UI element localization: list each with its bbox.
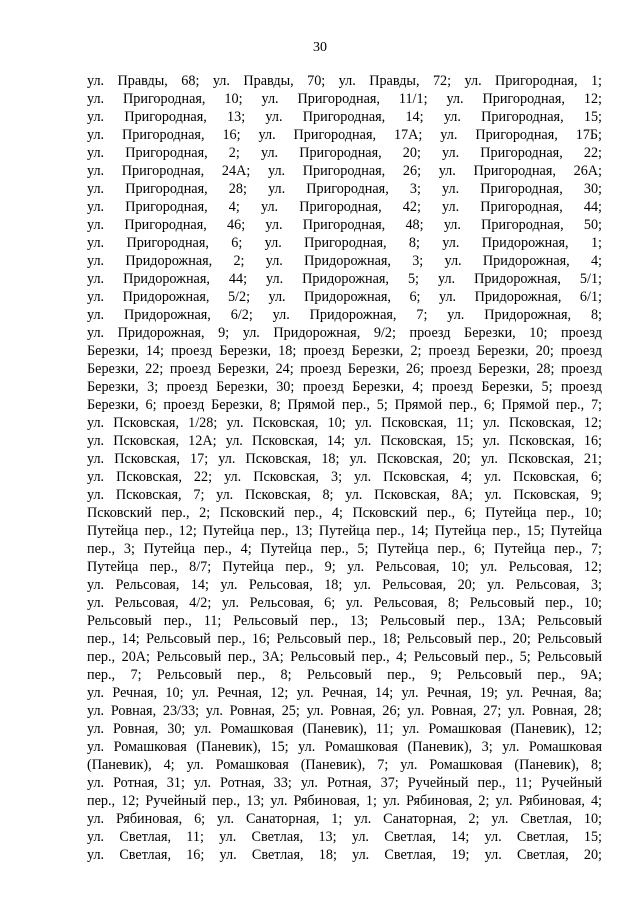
text-line: ул. Пригородная, 13; ул. Пригородная, 14; ул. Пригородная, 15; xyxy=(87,109,602,125)
text-line: Путейца пер., 8/7; Путейца пер., 9; ул. Рельсовая, 10; ул. Рельсовая, 12; xyxy=(87,559,602,575)
text-line: ул. Ровная, 30; ул. Ромашковая (Паневик), 11; ул. Ромашковая (Паневик), 12; xyxy=(87,721,602,737)
text-line: Березки, 14; проезд Березки, 18; проезд Березки, 2; проезд Березки, 20; проезд xyxy=(87,343,602,359)
text-line: ул. Пригородная, 24А; ул. Пригородная, 26; ул. Пригородная, 26А; xyxy=(87,163,602,179)
text-line: Березки, 3; проезд Березки, 30; проезд Березки, 4; проезд Березки, 5; проезд xyxy=(87,379,602,395)
text-line: ул. Пригородная, 16; ул. Пригородная, 17А; ул. Пригородная, 17Б; xyxy=(87,127,602,143)
address-list xyxy=(87,72,602,864)
text-line: ул. Пригородная, 10; ул. Пригородная, 11/1; ул. Пригородная, 12; xyxy=(87,91,602,107)
text-line: пер., 7; Рельсовый пер., 8; Рельсовый пер., 9; Рельсовый пер., 9А; xyxy=(87,667,602,683)
text-line: ул. Придорожная, 44; ул. Придорожная, 5; ул. Придорожная, 5/1; xyxy=(87,271,602,287)
text-line: ул. Придорожная, 6/2; ул. Придорожная, 7; ул. Придорожная, 8; xyxy=(87,307,602,323)
text-line: ул. Речная, 10; ул. Речная, 12; ул. Речная, 14; ул. Речная, 19; ул. Речная, 8а; xyxy=(87,685,602,701)
text-line: ул. Придорожная, 9; ул. Придорожная, 9/2; проезд Березки, 10; проезд xyxy=(87,325,602,341)
text-line: ул. Псковская, 22; ул. Псковская, 3; ул. Псковская, 4; ул. Псковская, 6; xyxy=(87,469,602,485)
text-line: ул. Рельсовая, 4/2; ул. Рельсовая, 6; ул. Рельсовая, 8; Рельсовый пер., 10; xyxy=(87,595,602,611)
text-line: пер., 20А; Рельсовый пер., 3А; Рельсовый пер., 4; Рельсовый пер., 5; Рельсовый xyxy=(87,649,602,665)
text-line: ул. Придорожная, 5/2; ул. Придорожная, 6; ул. Придорожная, 6/1; xyxy=(87,289,602,305)
text-line: ул. Пригородная, 6; ул. Пригородная, 8; ул. Придорожная, 1; xyxy=(87,235,602,251)
text-line: ул. Ротная, 31; ул. Ротная, 33; ул. Ротная, 37; Ручейный пер., 11; Ручейный xyxy=(87,775,602,791)
text-line: пер., 14; Рельсовый пер., 16; Рельсовый пер., 18; Рельсовый пер., 20; Рельсовый xyxy=(87,631,602,647)
text-line: пер., 12; Ручейный пер., 13; ул. Рябиновая, 1; ул. Рябиновая, 2; ул. Рябиновая, 4; xyxy=(87,793,602,809)
text-line: ул. Пригородная, 46; ул. Пригородная, 48; ул. Пригородная, 50; xyxy=(87,217,602,233)
text-line: Путейца пер., 12; Путейца пер., 13; Путейца пер., 14; Путейца пер., 15; Путейца xyxy=(87,523,602,539)
text-line: пер., 3; Путейца пер., 4; Путейца пер., 5; Путейца пер., 6; Путейца пер., 7; xyxy=(87,541,602,557)
text-line: ул. Пригородная, 2; ул. Пригородная, 20; ул. Пригородная, 22; xyxy=(87,145,602,161)
text-line: ул. Рельсовая, 14; ул. Рельсовая, 18; ул. Рельсовая, 20; ул. Рельсовая, 3; xyxy=(87,577,602,593)
text-line: ул. Ровная, 23/33; ул. Ровная, 25; ул. Ровная, 26; ул. Ровная, 27; ул. Ровная, 28; xyxy=(87,703,602,719)
text-line: (Паневик), 4; ул. Ромашковая (Паневик), 7; ул. Ромашковая (Паневик), 8; xyxy=(87,757,602,773)
text-line: Псковский пер., 2; Псковский пер., 4; Псковский пер., 6; Путейца пер., 10; xyxy=(87,505,602,521)
text-line: Рельсовый пер., 11; Рельсовый пер., 13; Рельсовый пер., 13А; Рельсовый xyxy=(87,613,602,629)
text-line: ул. Рябиновая, 6; ул. Санаторная, 1; ул. Санаторная, 2; ул. Светлая, 10; xyxy=(87,811,602,827)
page-number: 30 xyxy=(313,40,327,55)
text-line: Березки, 22; проезд Березки, 24; проезд Березки, 26; проезд Березки, 28; проезд xyxy=(87,361,602,377)
text-line: ул. Светлая, 16; ул. Светлая, 18; ул. Светлая, 19; ул. Светлая, 20; xyxy=(87,847,602,863)
text-line: ул. Правды, 68; ул. Правды, 70; ул. Правды, 72; ул. Пригородная, 1; xyxy=(87,73,602,89)
text-line: ул. Придорожная, 2; ул. Придорожная, 3; ул. Придорожная, 4; xyxy=(87,253,602,269)
text-line: ул. Псковская, 17; ул. Псковская, 18; ул. Псковская, 20; ул. Псковская, 21; xyxy=(87,451,602,467)
text-line: ул. Пригородная, 4; ул. Пригородная, 42; ул. Пригородная, 44; xyxy=(87,199,602,215)
text-line: ул. Псковская, 7; ул. Псковская, 8; ул. Псковская, 8А; ул. Псковская, 9; xyxy=(87,487,602,503)
text-line: ул. Пригородная, 28; ул. Пригородная, 3; ул. Пригородная, 30; xyxy=(87,181,602,197)
text-line: Березки, 6; проезд Березки, 8; Прямой пер., 5; Прямой пер., 6; Прямой пер., 7; xyxy=(87,397,602,413)
text-line: ул. Ромашковая (Паневик), 15; ул. Ромашковая (Паневик), 3; ул. Ромашковая xyxy=(87,739,602,755)
text-line: ул. Псковская, 12А; ул. Псковская, 14; ул. Псковская, 15; ул. Псковская, 16; xyxy=(87,433,602,449)
text-line: ул. Псковская, 1/28; ул. Псковская, 10; ул. Псковская, 11; ул. Псковская, 12; xyxy=(87,415,602,431)
text-line: ул. Светлая, 11; ул. Светлая, 13; ул. Светлая, 14; ул. Светлая, 15; xyxy=(87,829,602,845)
